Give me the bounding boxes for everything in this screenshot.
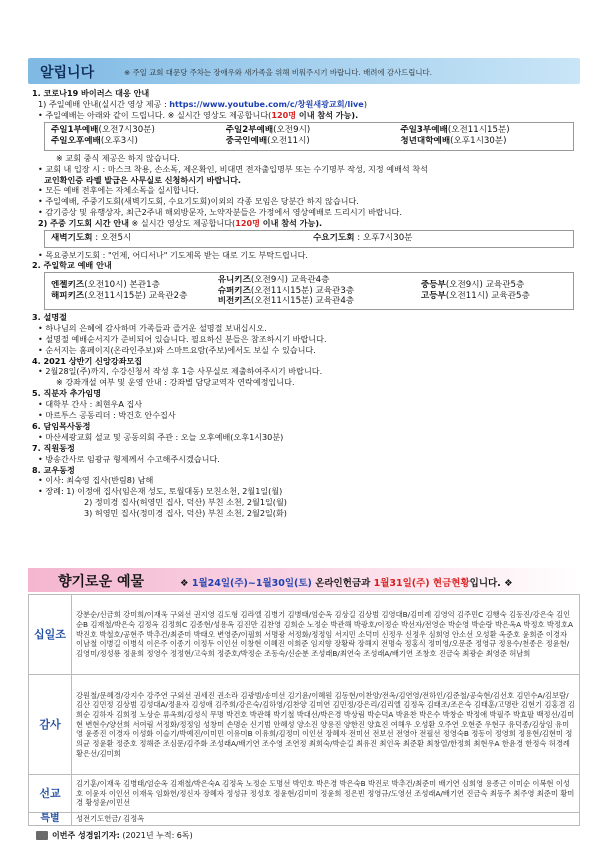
member-news-line: • 장례: 1) 이정애 집사(임은재 성도, 토월대동) 모친소천, 2월1일(월) (38, 486, 283, 497)
notice-content (32, 88, 580, 519)
book-icon (36, 831, 48, 840)
course-line: ※ 강좌개설 여부 및 운영 안내 : 강좌별 담당교역자 연락예정입니다. (56, 377, 295, 388)
prayer-item: 새벽기도회 : 오전5시 (51, 233, 132, 244)
entry-rules: • 교회 내 입장 시 : 마스크 착용, 손소독, 제온확인, 비대면 전자출입명부 또는 수기명부 작성, 지정 예배석 착석 (38, 163, 428, 174)
section-3-title: 3. 설명절 (32, 311, 67, 322)
worship-item: 청년대학예배(오후1시30분) (400, 136, 507, 147)
holiday-line: • 하나님의 은혜에 감사하며 가족들과 즐거운 설명절 보내십시오. (38, 322, 267, 333)
section-2-title: 2. 주일학교 예배 안내 (32, 260, 112, 271)
holiday-line: • 설명절 예배순서지가 준비되어 있습니다. 필요하신 분들은 참조하시기 바랍니다. (38, 333, 327, 344)
sunday-school-col-2: 유니키즈(오전9시) 교육관4층 슈퍼키즈(오전11시15분) 교육관3층 비전키즈(오전11시15분) 교육관4층 (217, 275, 355, 307)
offering-category: 선교 (29, 775, 72, 813)
section-1-title: 1. 코로나19 바이러스 대응 안내 (32, 88, 150, 98)
worship-item: 중국인예배(오전11시) (225, 136, 310, 147)
offering-note: ❖ 1월24일(주)~1월30일(토) 온라인헌금과 1월31일(주) 현금현황입니다. ❖ (180, 578, 513, 589)
sunday-school-box (44, 272, 574, 310)
offering-title: 향기로운 예물 (58, 574, 145, 590)
member-news-subline: 3) 허영민 집사(정미경 집사, 덕산) 부친 소천, 2월2일(화) (84, 508, 287, 519)
worship-item: 주일오후예배(오후3시) (51, 136, 138, 147)
disinfection-note: • 모든 예배 전후에는 자체소독을 실시합니다. (38, 185, 199, 196)
appointment-line: • 대학부 간사 : 최현우A 집사 (38, 399, 143, 410)
worship-note: • 주일예배는 아래와 같이 드립니다. ※ 실시간 영상도 제공합니다(120명 이내 참석 가능). (38, 109, 359, 120)
table-row (29, 775, 580, 813)
worship-schedule-box (44, 122, 574, 151)
member-label-note: 교인확인증 라벨 발급은 사무실로 신청하시기 바랍니다. (44, 174, 241, 185)
thursday-prayer-note: • 목요중보기도회 : "언제, 어디서나" 기도제목 받는 대로 기도 부탁드립니다. (38, 249, 308, 260)
meal-note: ※ 교회 중식 제공은 하지 않습니다. (56, 152, 180, 163)
offering-table (28, 594, 580, 826)
sunday-worship-intro: 1) 주일예배 안내(실시간 영상 제공 : https://www.youtube.com/c/창원새광교회/live) (38, 98, 367, 109)
offering-category: 감사 (29, 675, 72, 775)
offering-names: 강원철/문혜경/강지수 강주연 구외선 권세진 권소라 김광범/송미선 김기윤/이혜원 김동현/이찬양/전옥/김연영/전하인/김준철/공숙현/김선호 김민수A/김보람/김산 김민정 김상범 김성대A/정윤자 김성애 김주희/강은숙/김하영/김찬양 김미연 김민정/강은리/김리엘 김정옥 김태조/조은숙 김태훈/고명란 김현기 김홍겸 김희순 김하자 김희정 노상순 류옥희/김성식 무명 박건호 박관해 박기철 박대선/박은경 박상림 박순덕A 박윤찬 박은수 박창순 박정애 박필주 박효팔 백정선/김미현 변현수/양선희 서여림 서정화/정정임 성창미 손명순 신기범 안혜성 양소진 양용진 양한진 양효진 여해우 오성환 오주연 오현준 우현구 유덕종/김상임 유미영 윤종진 이경자 이성화 이슬기/박예진/이미민 이유미B 이유희/김정미 이인선 장혜자 전미선 전보선 전영아 전필선 정영숙B 정동이 정영희 정용현/김현미 정의균 정윤환 정준호 정해준 조심문/김주화 조성래A/배기연 조수영 조연정 최희숙/박순길 최유진 최인옥 최준환 최창열/한정희 최현우A 한윤경 한정숙 허경례 황은선/김미희 (72, 675, 580, 775)
holiday-line: • 순서지는 홈페이지(온라인주보)와 스마트요람(주보)에서도 보실 수 있습니다. (38, 344, 316, 355)
parking-note: ※ 주일 교회 대문당 주차는 장애우와 새가족을 위해 비워주시기 바랍니다. 배려에 감사드립니다. (124, 68, 433, 77)
worship-item: 주일3부예배(오전11시15분) (400, 124, 510, 135)
offering-names: 강분순/신금희 강미희/이재욱 구외선 권지영 김도형 김라엘 김병기 김병태/엄순옥 김상길 김상범 김영대B/김미례 김영익 김주민C 김행숙 김동진/강은숙 김인순B 김재철/박은숙 김정옥 김정희C 김종현/성용옥 김진만 김찬영 김희순 노정순 박관해 박광호/이정순 박선자/전영순 박순영 박순랑 박은옥A 박정호 박정호A 박진호 박철호/공현주 박추건/최준미 박태오 변영준/이필희 서명광 서정화/정정임 서지민 소덕미 신정우 신정우 심희영 안소선 오성환 옥준호 윤희준 이경자 이남철 이병길 이병석 이은주 이종기 이정두 이인선 이창현 이혜진 이희준 임지향 장황락 장해지 전명숙 정홍식 정미영/오문준 정영규 정용수/천종은 정윤현/김영미/정성룡 정윤희 정영수 정정현/고숙희 정준호/박정순 조동숙/신순분 조성래B/최연숙 조성래A/배기연 조창호 진금숙 최광순 최영준 허남희 (72, 595, 580, 675)
table-row (29, 813, 580, 826)
bible-reading-footer: 이번주 성경읽기자: (2021년 누적: 6독) (36, 830, 193, 841)
member-news-line: • 이사: 최숙영 집사(반림8) 남해 (38, 475, 154, 486)
staff-line: • 방송간사로 임광규 형제께서 수고해주시겠습니다. (38, 453, 220, 464)
appointment-line: • 마르투스 공동리더 : 박건호 안수집사 (38, 410, 176, 421)
section-4-title: 4. 2021 상반기 신앙강좌모집 (32, 355, 143, 366)
meeting-note: • 주일예배, 주중기도회(새벽기도회, 수요기도회)이외의 각종 모임은 당분간 하지 않습니다. (38, 196, 359, 207)
section-5-title: 5. 직분자 추가임명 (32, 388, 102, 399)
offering-category: 십일조 (29, 595, 72, 675)
worship-item: 주일2부예배(오전9시) (225, 124, 311, 135)
notice-title: 알립니다 (40, 65, 95, 81)
prayer-item: 수요기도회 : 오후7시30분 (313, 233, 413, 244)
section-6-title: 6. 담임목사동정 (32, 420, 91, 431)
offering-names: 성전기도헌금/ 김정옥 (72, 813, 580, 826)
offering-names: 김기훈/이재욱 김병태/엄순옥 김재철/박은숙A 김정옥 노정순 도명선 박민호 박은경 박은숙B 박진로 박추건/최준미 배기연 심희영 용종근 이미순 이복현 이성호 이윤자 이인선 이재욱 임화헌/정신자 장혜자 정성규 정성호 정윤현/김미미 정윤희 정은빈 정영규/도영선 조성래A/배기연 진금숙 최동주 최주영 최준미 황미경 황성윤/이민선 (72, 775, 580, 813)
weekday-prayer-title: 2) 주중 기도회 시간 안내 ※ 실시간 영상도 제공합니다(120명 이내 참석 가능). (38, 218, 323, 229)
table-row (29, 595, 580, 675)
prayer-schedule-box (44, 230, 574, 248)
sunday-school-col-1: 엔젤키즈(오전10시) 본관1층 해피키즈(오전11시15분) 교육관2층 (51, 280, 188, 301)
section-7-title: 7. 직원동정 (32, 442, 75, 453)
sunday-school-col-3: 중등부(오전9시) 교육관5층 고등부(오전11시) 교육관5층 (420, 280, 530, 301)
course-line: • 2월28일(주)까지, 수강신청서 작성 후 1층 사무실로 제출하여주시기 바랍니다. (38, 366, 323, 377)
live-url-link[interactable]: https://www.youtube.com/c/창원새광교회/live (169, 98, 364, 109)
section-8-title: 8. 교우동정 (32, 464, 75, 475)
table-row (29, 675, 580, 775)
symptom-note: • 감기증상 및 유행상자, 최근2주내 해외방문자, 노약자분들은 가정에서 영상예배로 드리시기 바랍니다. (38, 207, 402, 218)
worship-item: 주일1부예배(오전7시30분) (51, 124, 155, 135)
member-news-subline: 2) 정미경 집사(허영민 집사, 덕산) 부친 소천, 2월1일(월) (84, 497, 287, 508)
pastor-line: • 마산세광교회 설교 및 공동의회 주관 : 오늘 오후예배(오후1시30분) (38, 431, 284, 442)
offering-category: 특별 (29, 813, 72, 826)
